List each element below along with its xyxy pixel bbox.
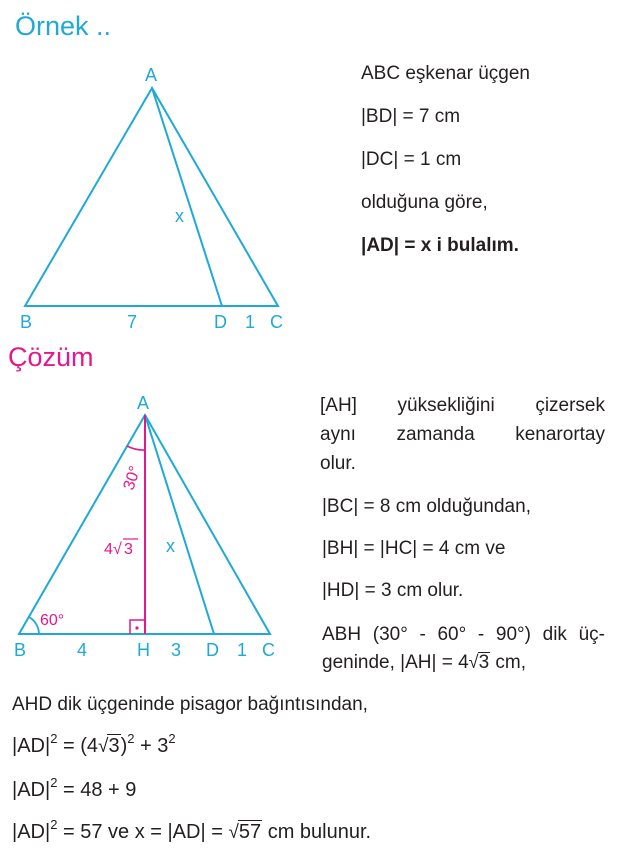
angle-60-label: 60° — [40, 612, 65, 629]
equation-2 — [12, 777, 136, 803]
eq2-lhs: |AD| — [12, 779, 51, 801]
eq3-tail: cm bulunur. — [262, 821, 372, 843]
solution-line-bh: |BH| = |HC| = 4 cm ve — [322, 538, 506, 559]
eq2-rest: = 48 + 9 — [57, 779, 137, 801]
eq1-radical-sign: √ — [98, 736, 109, 757]
example-line-2: |BD| = 7 cm — [361, 106, 461, 127]
angle-30-label: 30° — [120, 463, 145, 493]
eq3-exp: 2 — [50, 817, 58, 833]
eq1-radicand: 3 — [108, 735, 120, 757]
equation-3 — [12, 819, 371, 846]
example-label-7: 7 — [127, 312, 138, 332]
example-label-c: C — [270, 312, 283, 332]
example-line-1: ABC eşkenar üçgen — [361, 63, 530, 84]
angle-60-arc — [29, 617, 39, 634]
angle-30-arc — [127, 446, 145, 450]
example-triangle-abc — [25, 88, 278, 306]
abh-radical-sign: √ — [468, 652, 479, 672]
example-label-x: x — [175, 206, 184, 226]
solution-altitude — [127, 415, 145, 634]
example-triangle — [25, 88, 278, 306]
example-line-3: |DC| = 1 cm — [361, 149, 462, 170]
eq3-lhs: |AD| — [12, 821, 51, 843]
eq3-radical-sign: √ — [228, 822, 239, 843]
example-label-b: B — [20, 312, 33, 332]
solution-label-c: C — [262, 640, 275, 660]
example-label-a: A — [145, 65, 158, 85]
abh-line2-prefix: geninde, |AH| = 4 — [322, 652, 469, 673]
eq1-exp2: 2 — [127, 731, 135, 747]
solution-label-x: x — [166, 536, 175, 556]
solution-label-hd: 3 — [171, 640, 182, 660]
solution-para-line-2: aynı zamanda kenarortay — [320, 424, 605, 445]
eq1-tail: + 3 — [134, 735, 169, 757]
example-segment-ad — [152, 88, 222, 306]
pythagoras-intro: AHD dik üçgeninde pisagor bağıntısından, — [12, 694, 368, 715]
solution-label-dc: 1 — [237, 640, 248, 660]
example-line-5: |AD| = x i bulalım. — [361, 235, 519, 256]
eq1-exp: 2 — [50, 731, 58, 747]
eq1-close: ) — [120, 735, 128, 757]
eq3-mid: = 57 ve x = |AD| = — [57, 821, 229, 843]
solution-heading: Çözüm — [8, 342, 94, 372]
eq2-exp: 2 — [50, 775, 58, 791]
solution-line-hd: |HD| = 3 cm olur. — [322, 580, 464, 601]
eq1-exp3: 2 — [168, 731, 176, 747]
eq1-lhs: |AD| — [12, 735, 51, 757]
solution-line-bc: |BC| = 8 cm olduğundan, — [322, 496, 531, 517]
example-label-1: 1 — [245, 312, 256, 332]
ah-radical-sign: √ — [113, 541, 122, 558]
ah-coefficient: 4 — [104, 541, 113, 558]
solution-label-a: A — [137, 393, 150, 413]
solution-para-line-1: [AH] yüksekliğini çizersek — [320, 395, 605, 416]
example-heading: Örnek .. — [15, 11, 112, 41]
abh-line2-suffix: cm, — [490, 652, 527, 673]
right-angle-dot — [135, 626, 138, 629]
solution-label-b: B — [14, 640, 27, 660]
solution-label-bh: 4 — [77, 640, 88, 660]
eq3-radicand: 57 — [238, 821, 262, 843]
eq1-mid: = (4 — [57, 735, 98, 757]
solution-abh-line-1: ABH (30° - 60° - 90°) dik üç- — [322, 624, 605, 645]
solution-para-line-3: olur. — [320, 453, 356, 474]
abh-radicand: 3 — [478, 652, 490, 673]
example-label-d: D — [214, 312, 227, 332]
solution-abh-line-2 — [322, 650, 526, 675]
example-line-4: olduğuna göre, — [361, 192, 488, 213]
solution-label-d: D — [206, 640, 219, 660]
equation-1 — [12, 733, 176, 760]
solution-label-h: H — [137, 640, 150, 660]
solution-segment-ad — [145, 415, 214, 634]
ah-radicand: 3 — [124, 541, 133, 558]
